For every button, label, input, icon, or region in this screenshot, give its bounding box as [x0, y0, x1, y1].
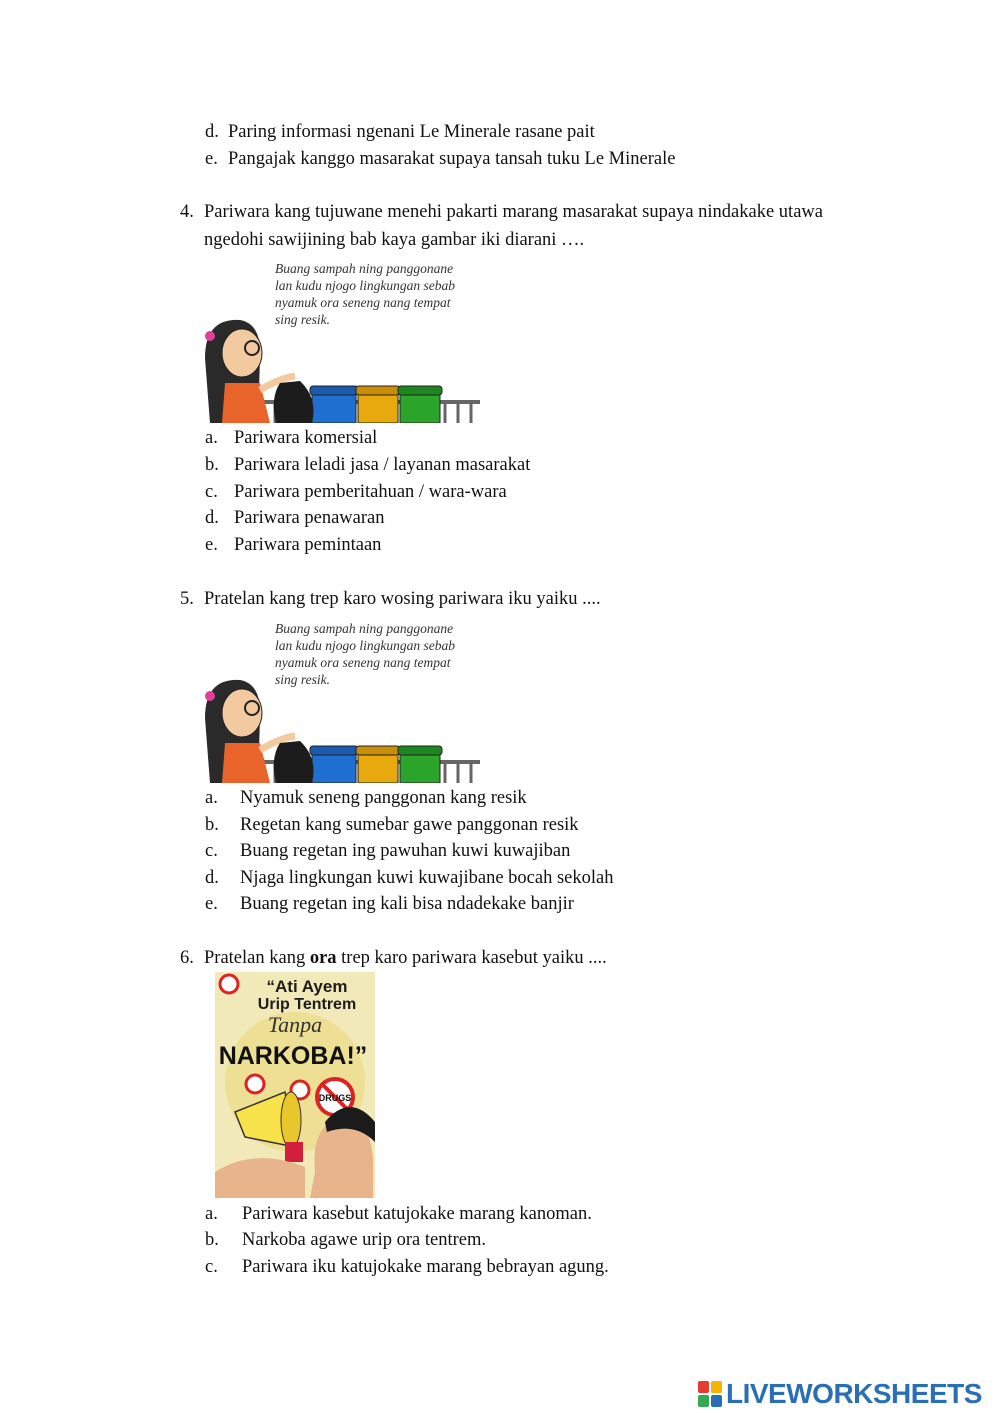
- q4-option-b-text: Pariwara leladi jasa / layanan masarakat: [234, 455, 531, 475]
- q5-option-d-text: Njaga lingkungan kuwi kuwajibane bocah sekolah: [240, 868, 614, 888]
- q6-poster-badge: DRUGS: [318, 1093, 352, 1103]
- q4-option-d-letter: d.: [205, 508, 219, 528]
- q3-option-e-text: Pangajak kanggo masarakat supaya tansah tuku Le Minerale: [228, 149, 676, 169]
- q4-number: 4.: [180, 202, 194, 222]
- q4-option-b-letter: b.: [205, 455, 219, 475]
- q5-option-e-text: Buang regetan ing kali bisa ndadekake banjir: [240, 894, 574, 914]
- q4-option-e-letter: e.: [205, 535, 218, 555]
- q5-caption-line3: nyamuk ora seneng nang tempat: [275, 655, 451, 670]
- q6-text: [204, 946, 607, 970]
- q4-cartoon-image: [200, 258, 485, 423]
- q5-caption-line4: sing resik.: [275, 672, 330, 687]
- q5-option-c-text: Buang regetan ing pawuhan kuwi kuwajiban: [240, 841, 571, 861]
- q5-number: 5.: [180, 589, 194, 609]
- q6-text-before: Pratelan kang: [204, 948, 310, 968]
- q5-text: Pratelan kang trep karo wosing pariwara iku yaiku ....: [204, 589, 601, 609]
- q5-caption-line1: Buang sampah ning panggonane: [275, 621, 454, 636]
- q5-option-c-letter: c.: [205, 841, 218, 861]
- q5-option-d-letter: d.: [205, 868, 219, 888]
- q5-caption-line2: lan kudu njogo lingkungan sebab: [275, 638, 455, 653]
- q5-option-b-text: Regetan kang sumebar gawe panggonan resik: [240, 815, 579, 835]
- q4-option-d-text: Pariwara penawaran: [234, 508, 385, 528]
- q6-option-c-letter: c.: [205, 1257, 218, 1277]
- liveworksheets-logo[interactable]: [698, 1378, 982, 1410]
- q4-caption-line3: nyamuk ora seneng nang tempat: [275, 295, 451, 310]
- q6-text-after: trep karo pariwara kasebut yaiku ....: [336, 948, 607, 968]
- q6-poster-image: [215, 972, 375, 1198]
- q5-option-a-letter: a.: [205, 788, 218, 808]
- q6-option-b-text: Narkoba agawe urip ora tentrem.: [242, 1230, 486, 1250]
- q4-option-e-text: Pariwara pemintaan: [234, 535, 382, 555]
- q6-poster-line3: Tanpa: [267, 1012, 323, 1037]
- q6-poster-line4: NARKOBA!”: [218, 1042, 368, 1070]
- q3-option-d-letter: d.: [205, 122, 219, 142]
- q4-option-c-text: Pariwara pemberitahuan / wara-wara: [234, 482, 507, 502]
- q4-text-line2: ngedohi sawijining bab kaya gambar iki diarani ….: [204, 230, 585, 250]
- q3-option-d-text: Paring informasi ngenani Le Minerale rasane pait: [228, 122, 595, 142]
- q4-text-line1: Pariwara kang tujuwane menehi pakarti marang masarakat supaya nindakake utawa: [204, 202, 823, 222]
- liveworksheets-logo-icon: [698, 1381, 722, 1407]
- liveworksheets-logo-text: LIVEWORKSHEETS: [726, 1378, 982, 1409]
- q4-caption-line2: lan kudu njogo lingkungan sebab: [275, 278, 455, 293]
- q3-option-e-letter: e.: [205, 149, 218, 169]
- q6-option-a-letter: a.: [205, 1204, 218, 1224]
- q6-text-bold: ora: [309, 948, 337, 968]
- q4-option-c-letter: c.: [205, 482, 218, 502]
- q4-caption-line4: sing resik.: [275, 312, 330, 327]
- q4-option-a-text: Pariwara komersial: [234, 428, 378, 448]
- q6-option-c-text: Pariwara iku katujokake marang bebrayan agung.: [242, 1257, 609, 1277]
- q6-option-b-letter: b.: [205, 1230, 219, 1250]
- q6-option-a-text: Pariwara kasebut katujokake marang kanoman.: [242, 1204, 592, 1224]
- q5-option-b-letter: b.: [205, 815, 219, 835]
- q6-number: 6.: [180, 948, 194, 968]
- q5-option-a-text: Nyamuk seneng panggonan kang resik: [240, 788, 527, 808]
- q5-cartoon-image: [200, 618, 485, 783]
- q6-poster-line1: “Ati Ayem: [266, 977, 348, 996]
- q4-option-a-letter: a.: [205, 428, 218, 448]
- q6-poster-line2: Urip Tentrem: [257, 996, 357, 1013]
- q4-caption-line1: Buang sampah ning panggonane: [275, 261, 454, 276]
- q5-option-e-letter: e.: [205, 894, 218, 914]
